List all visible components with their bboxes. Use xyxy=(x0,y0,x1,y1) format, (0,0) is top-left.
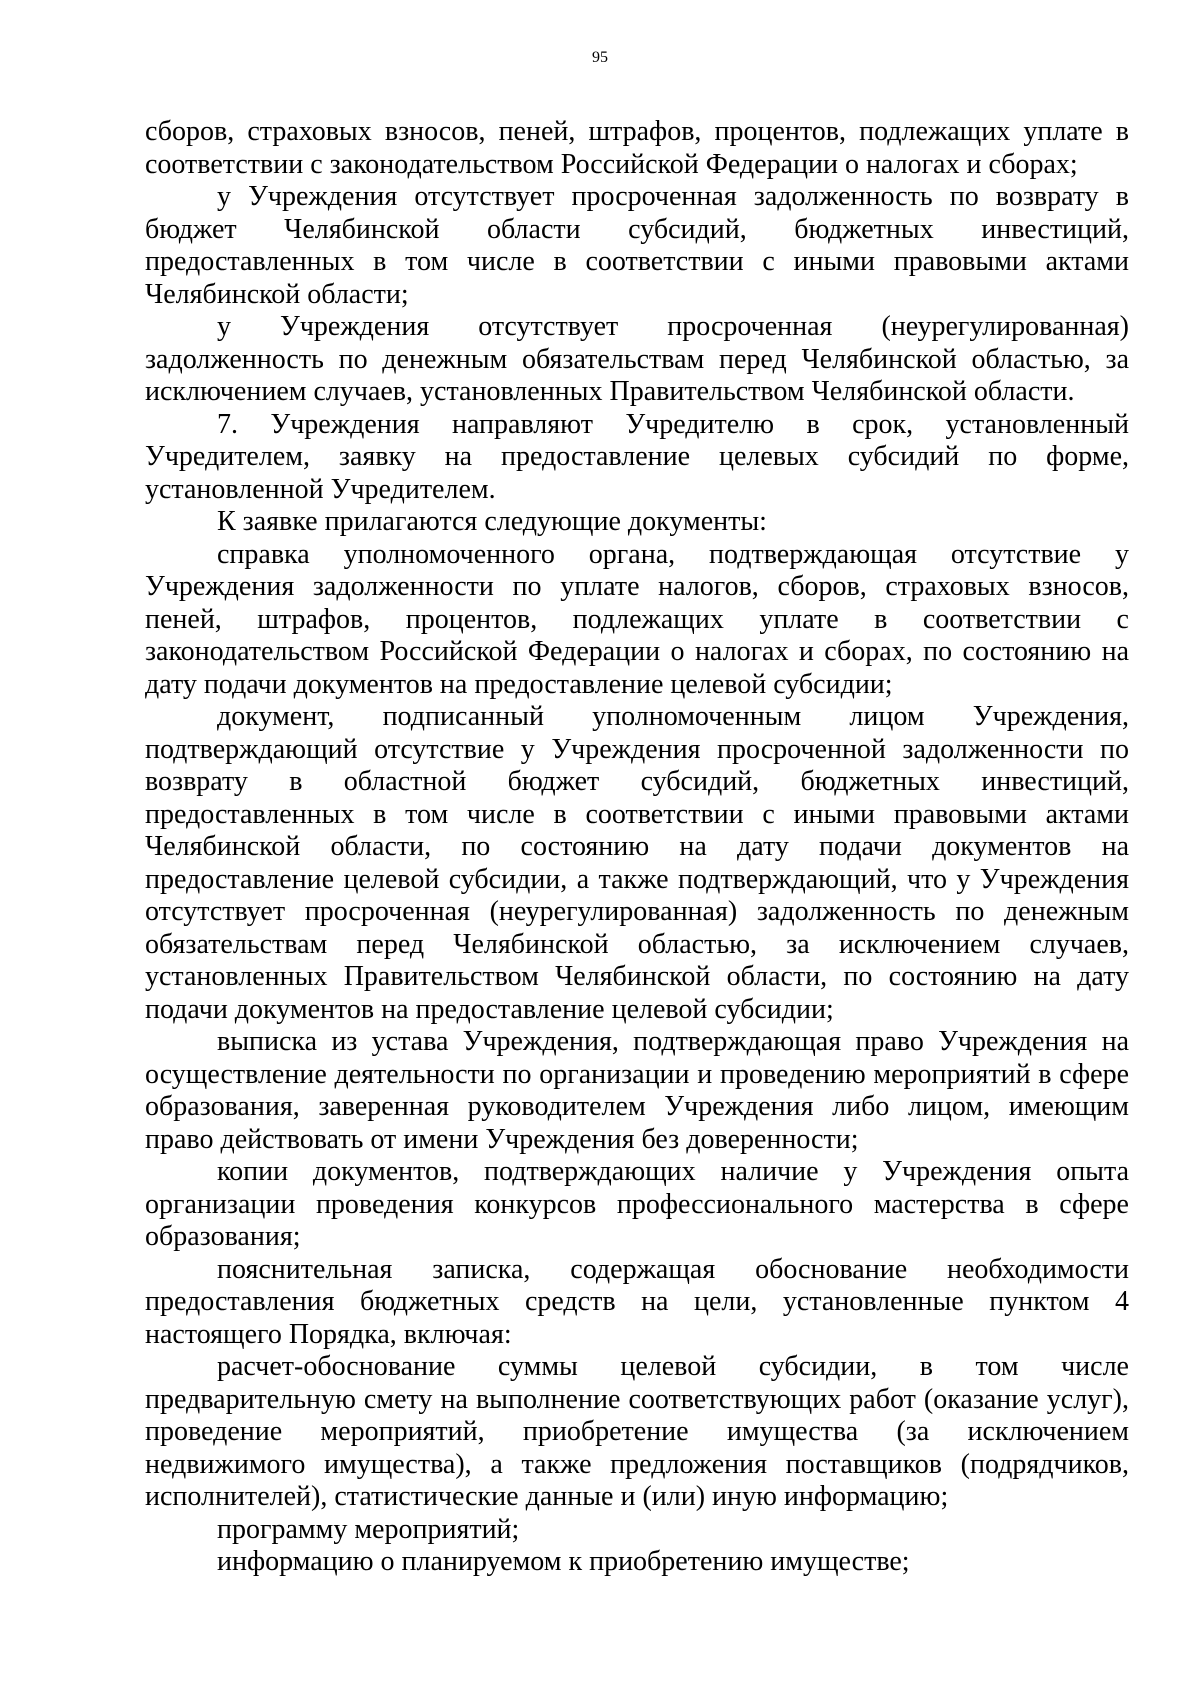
page-number: 95 xyxy=(592,49,608,66)
paragraph: программу мероприятий; xyxy=(217,1513,520,1545)
document-body xyxy=(145,116,1129,1579)
paragraph: расчет-обоснование суммы целевой субсидии, в том числе предварительную смету на выполнение соответствующих работ (оказание услуг), проведение мероприятий, приобретение имущества (за исключением недвижимого имущества), а также предложения поставщиков (подрядчиков, исполнителей), статистические данные и (или) иную информацию; xyxy=(145,1351,1129,1512)
paragraph: К заявке прилагаются следующие документы: xyxy=(217,506,767,537)
paragraph: сборов, страховых взносов, пеней, штрафов, процентов, подлежащих уплате в соответствии с законодательством Российской Федерации о налогах и сборах; xyxy=(145,116,1129,180)
paragraph: 7. Учреждения направляют Учредителю в срок, установленный Учредителем, заявку на предоставление целевых субсидий по форме, установленной Учредителем. xyxy=(145,408,1129,505)
paragraph: справка уполномоченного органа, подтверждающая отсутствие у Учреждения задолженности по уплате налогов, сборов, страховых взносов, пеней, штрафов, процентов, подлежащих уплате в соответствии с законодательством Российской Федерации о налогах и сборах, по состоянию на дату подачи документов на предоставление целевой субсидии; xyxy=(145,538,1129,700)
paragraph: пояснительная записка, содержащая обоснование необходимости предоставления бюджетных средств на цели, установленные пунктом 4 настоящего Порядка, включая: xyxy=(145,1253,1129,1350)
paragraph: информацию о планируемом к приобретению имуществе; xyxy=(217,1546,910,1577)
paragraph: у Учреждения отсутствует просроченная задолженность по возврату в бюджет Челябинской области субсидий, бюджетных инвестиций, предоставленных в том числе в соответствии с иными правовыми актами Челябинской области; xyxy=(145,181,1129,310)
paragraph: копии документов, подтверждающих наличие у Учреждения опыта организации проведения конкурсов профессионального мастерства в сфере образования; xyxy=(145,1156,1129,1252)
paragraph: документ, подписанный уполномоченным лицом Учреждения, подтверждающий отсутствие у Учреждения просроченной задолженности по возврату в областной бюджет субсидий, бюджетных инвестиций, предоставленных в том числе в соответствии с иными правовыми актами Челябинской области, по состоянию на дату подачи документов на предоставление целевой субсидии, а также подтверждающий, что у Учреждения отсутствует просроченная (неурегулированная) задолженность по денежным обязательствам перед Челябинской областью, за исключением случаев, установленных Правительством Челябинской области, по состоянию на дату подачи документов на предоставление целевой субсидии; xyxy=(145,701,1129,1025)
paragraph: у Учреждения отсутствует просроченная (неурегулированная) задолженность по денежным обязательствам перед Челябинской областью, за исключением случаев, установленных Правительством Челябинской области. xyxy=(145,311,1129,407)
paragraph: выписка из устава Учреждения, подтверждающая право Учреждения на осуществление деятельности по организации и проведению мероприятий в сфере образования, заверенная руководителем Учреждения либо лицом, имеющим право действовать от имени Учреждения без доверенности; xyxy=(145,1026,1129,1155)
